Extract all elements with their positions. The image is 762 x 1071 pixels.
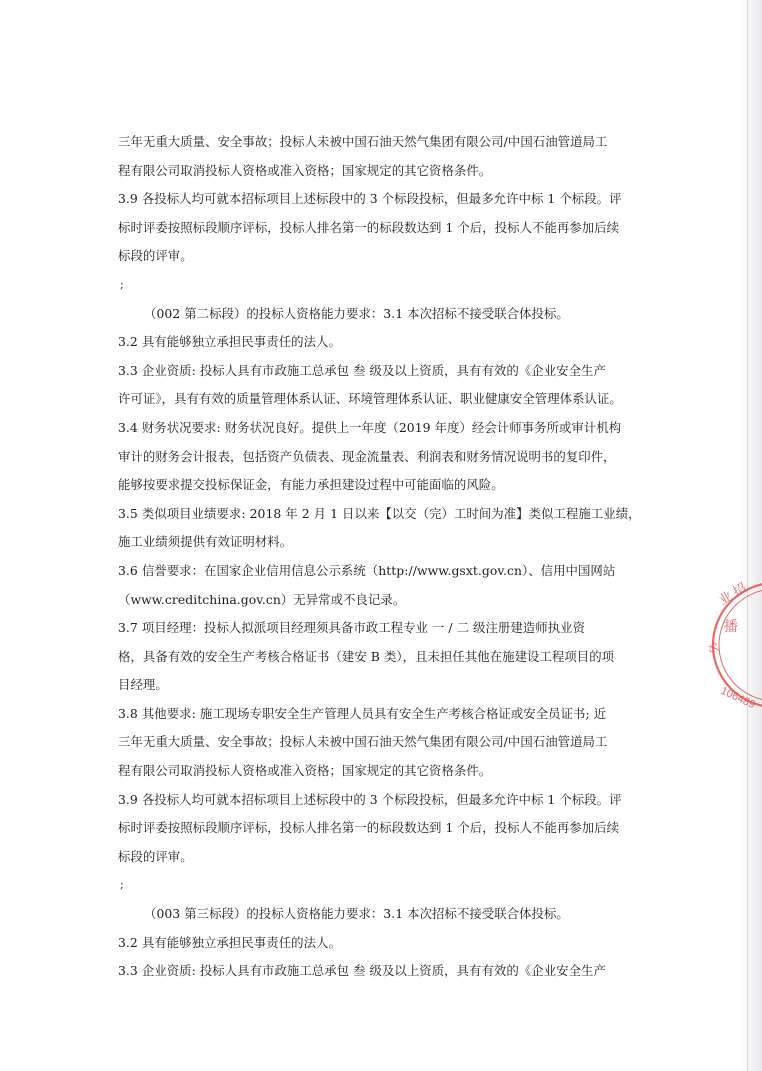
text-line: 3.9 各投标人均可就本招标项目上述标段中的 3 个标段投标，但最多允许中标 1 个标段。评: [118, 791, 622, 807]
text-line: 施工业绩须提供有效证明材料。: [118, 534, 293, 550]
document-body: [118, 128, 641, 986]
text-line: 程有限公司取消投标人资格或准入资格；国家规定的其它资格条件。: [118, 162, 492, 178]
seal-text-side: 中: [705, 639, 723, 657]
section-heading-lot-3: （003 第三标段）的投标人资格能力要求：3.1 本次招标不接受联合体投标。: [144, 906, 569, 922]
text-line: 3.3 企业资质: 投标人具有市政施工总承包 叁 级及以上资质，具有有效的《企业安全生产: [118, 362, 606, 378]
red-seal-stamp: [700, 565, 762, 725]
text-line: （www.creditchina.gov.cn）无异常或不良记录。: [118, 591, 406, 607]
text-line: 3.5 类似项目业绩要求: 2018 年 2 月 1 日以来【以交（完）工时间为准】类似工程施工业绩，: [118, 505, 641, 521]
text-line: 能够按要求提交投标保证金，有能力承担建设过程中可能面临的风险。: [118, 477, 504, 493]
text-line: 3.4 财务状况要求: 财务状况良好。提供上一年度（2019 年度）经会计师事务所或审计机构: [118, 419, 622, 435]
separator-semicolon: ;: [120, 878, 124, 892]
text-line: 三年无重大质量、安全事故；投标人未被中国石油天然气集团有限公司/中国石油管道局工: [118, 134, 608, 149]
text-line: 三年无重大质量、安全事故；投标人未被中国石油天然气集团有限公司/中国石油管道局工: [118, 734, 608, 750]
text-line: 标时评委按照标段顺序评标，投标人排名第一的标段数达到 1 个后，投标人不能再参加后续: [118, 820, 620, 836]
text-line: 3.2 具有能够独立承担民事责任的法人。: [118, 934, 341, 950]
text-line: 标段的评审。: [118, 848, 193, 864]
text-line: 3.3 企业资质: 投标人具有市政施工总承包 叁 级及以上资质，具有有效的《企业安全生产: [118, 963, 606, 979]
seal-text-top: 业 招: [716, 579, 749, 608]
text-line: 目经理。: [118, 677, 168, 693]
text-line: 3.8 其他要求: 施工现场专职安全生产管理人员具有安全生产考核合格证或安全员证书; 近: [118, 705, 607, 721]
text-line: 标时评委按照标段顺序评标，投标人排名第一的标段数达到 1 个后，投标人不能再参加后续: [118, 219, 620, 235]
section-heading-lot-2: （002 第二标段）的投标人资格能力要求：3.1 本次招标不接受联合体投标。: [144, 305, 569, 321]
page-edge-line: [747, 0, 748, 1071]
text-line: 3.7 项目经理：投标人拟派项目经理须具备市政工程专业 一 / 二 级注册建造师执业资: [118, 620, 586, 636]
text-line: 格，具备有效的安全生产考核合格证书（建安 B 类），且未担任其他在施建设工程项目的项: [118, 648, 615, 664]
text-line: 程有限公司取消投标人资格或准入资格；国家规定的其它资格条件。: [118, 763, 492, 779]
text-line: 3.6 信誉要求：在国家企业信用信息公示系统（http://www.gsxt.gov.cn）、信用中国网站: [118, 562, 616, 578]
text-line: 3.2 具有能够独立承担民事责任的法人。: [118, 334, 341, 350]
separator-semicolon: ;: [120, 277, 124, 291]
page-edge-shadow: [740, 0, 762, 1071]
seal-text-number: 106489: [718, 684, 758, 712]
text-line: 许可证》，具有有效的质量管理体系认证、环境管理体系认证、职业健康安全管理体系认证。: [118, 391, 622, 407]
text-line: 标段的评审。: [118, 248, 193, 264]
seal-text-mid: 播: [724, 620, 738, 635]
text-line: 3.9 各投标人均可就本招标项目上述标段中的 3 个标段投标，但最多允许中标 1 个标段。评: [118, 191, 622, 207]
text-line: 审计的财务会计报表，包括资产负债表、现金流量表、利润表和财务情况说明书的复印件，: [118, 448, 616, 464]
